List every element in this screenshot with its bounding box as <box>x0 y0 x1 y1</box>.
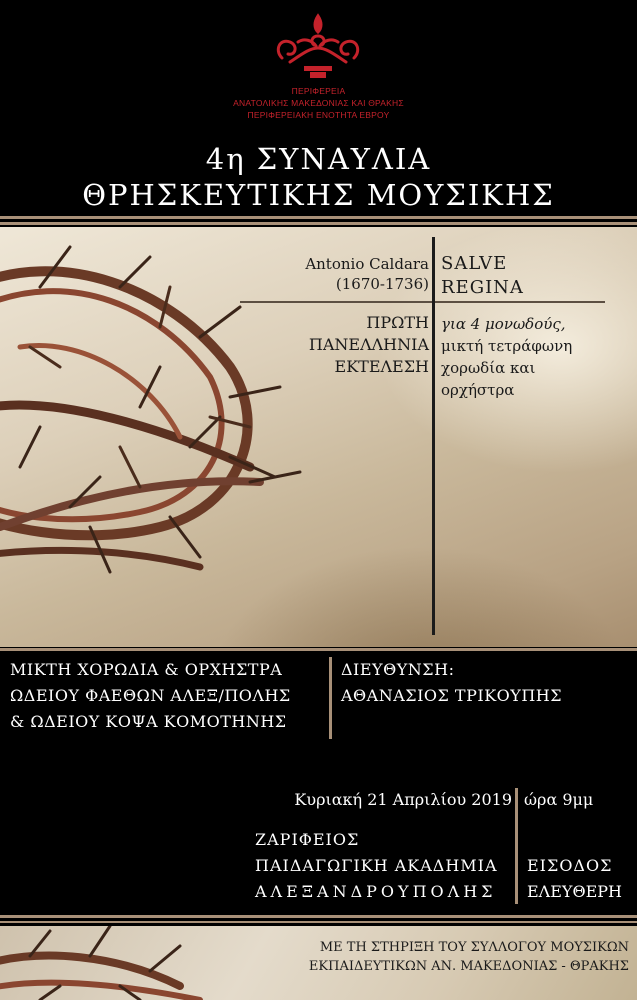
conductor-label: ΔΙΕΥΘΥΝΣΗ: <box>341 660 455 679</box>
title-divider-2 <box>0 222 637 225</box>
title-divider <box>0 216 637 219</box>
thorn-crown-icon <box>0 227 637 647</box>
venue-line1: ΖΑΡΙΦΕΙΟΣ <box>255 830 360 849</box>
logo-region-name: ΑΝΑΤΟΛΙΚΗΣ ΜΑΚΕΔΟΝΙΑΣ ΚΑΙ ΘΡΑΚΗΣ <box>233 98 404 108</box>
support-line2: ΕΚΠΑΙΔΕΥΤΙΚΩΝ ΑΝ. ΜΑΚΕΔΟΝΙΑΣ - ΘΡΑΚΗΣ <box>308 959 629 974</box>
work-title-line2: REGINA <box>441 277 524 298</box>
work-title-line1: SALVE <box>441 253 508 274</box>
photo-divider <box>0 648 637 651</box>
premiere-line1: ΠΡΩΤΗ <box>366 313 429 332</box>
event-time: ώρα 9μμ <box>524 790 594 809</box>
regional-logo-icon <box>268 12 368 80</box>
support-line1: ΜΕ ΤΗ ΣΤΗΡΙΞΗ ΤΟΥ ΣΥΛΛΟΓΟΥ ΜΟΥΣΙΚΩΝ <box>319 940 629 955</box>
conductor-name: ΑΘΑΝΑΣΙΟΣ ΤΡΙΚΟΥΠΗΣ <box>341 686 563 705</box>
event-date: Κυριακή 21 Απριλίου 2019 <box>294 790 512 809</box>
event-vertical-divider <box>515 788 518 904</box>
footer-thorn-photo <box>0 926 637 1000</box>
footer-divider <box>0 915 637 918</box>
composer-name: Antonio Caldara <box>305 255 429 273</box>
work-vertical-divider <box>432 237 435 635</box>
entry-line2: ΕΛΕΥΘΕΡΗ <box>527 882 622 901</box>
concert-main-title: ΘΡΗΣΚΕΥΤΙΚΗΣ ΜΟΥΣΙΚΗΣ <box>82 178 555 212</box>
performers-line2: ΩΔΕΙΟΥ ΦΑΕΘΩΝ ΑΛΕΞ/ΠΟΛΗΣ <box>10 686 291 705</box>
crown-of-thorns-photo <box>0 227 637 647</box>
entry-line1: ΕΙΣΟΔΟΣ <box>527 856 613 875</box>
scoring-line2: μικτή τετράφωνη <box>441 337 573 355</box>
premiere-line2: ΠΑΝΕΛΛΗΝΙΑ <box>308 335 429 354</box>
scoring-line3: χορωδία και <box>441 359 536 377</box>
performers-vertical-divider <box>329 657 332 739</box>
logo-unit-name: ΠΕΡΙΦΕΡΕΙΑΚΗ ΕΝΟΤΗΤΑ ΕΒΡΟΥ <box>247 110 390 120</box>
concert-number-title: 4η ΣΥΝΑΥΛΙΑ <box>205 142 432 176</box>
scoring-line4: ορχήστρα <box>441 381 515 399</box>
logo-region-label: ΠΕΡΙΦΕΡΕΙΑ <box>291 86 346 96</box>
footer-divider-2 <box>0 921 637 923</box>
venue-line3: ΑΛΕΞΑΝΔΡΟΥΠΟΛΗΣ <box>255 882 497 901</box>
composer-years: (1670-1736) <box>335 275 429 293</box>
venue-line2: ΠΑΙΔΑΓΩΓΙΚΗ ΑΚΑΔΗΜΙΑ <box>255 856 498 875</box>
work-divider <box>240 301 605 303</box>
premiere-line3: ΕΚΤΕΛΕΣΗ <box>334 357 429 376</box>
performers-line3: & ΩΔΕΙΟΥ ΚΟΨΑ ΚΟΜΟΤΗΝΗΣ <box>10 712 287 731</box>
scoring-line1: για 4 μονωδούς, <box>441 315 566 333</box>
performers-line1: ΜΙΚΤΗ ΧΟΡΩΔΙΑ & ΟΡΧΗΣΤΡΑ <box>10 660 283 679</box>
